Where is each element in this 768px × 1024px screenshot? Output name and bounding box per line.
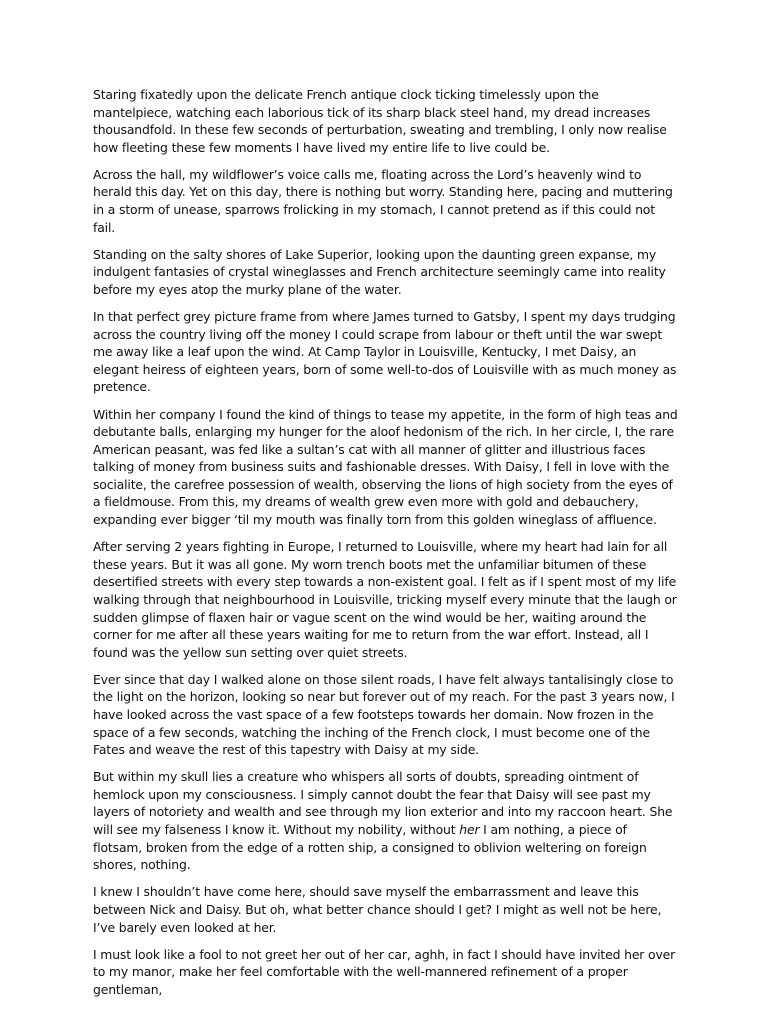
paragraph: Across the hall, my wildflower’s voice calls me, floating across the Lord’s heavenly wind to herald this day. Yet on this day, there is nothing but worry. Standing here, pacing and muttering in a storm of unease, sparrows frolicking in my stomach, I cannot pretend as if this could not fail. (93, 166, 673, 235)
paragraph-text: But within my skull lies a creature who whispers all sorts of doubts, spreading ointment of hemlock upon my consciousness. I simply cannot doubt the fear that Daisy will see past my layers of notoriety and wealth and see through my lion exterior and into my raccoon heart. She will see my falseness I know it. Without my nobility, without (93, 769, 673, 838)
document-body (93, 86, 679, 1008)
emphasized-word: her (459, 822, 480, 838)
paragraph: I must look like a fool to not greet her out of her car, aghh, in fact I should have invited her over to my manor, make her feel comfortable with the well-mannered refinement of a proper gentleman, (93, 946, 676, 997)
paragraph: Staring fixatedly upon the delicate French antique clock ticking timelessly upon the mantelpiece, watching each laborious tick of its sharp black steel hand, my dread increases thousandfold. In these few seconds of perturbation, sweating and trembling, I only now realise how fleeting these few moments I have lived my entire life to live could be. (93, 87, 667, 155)
paragraph: In that perfect grey picture frame from where James turned to Gatsby, I spent my days trudging across the country living off the money I could scrape from labour or theft until the war swept me away like a leaf upon the wind. At Camp Taylor in Louisville, Kentucky, I met Daisy, an elegant heiress of eighteen years, born of some well-to-dos of Louisville with as much money as pretence. (93, 309, 677, 395)
paragraph: Ever since that day I walked alone on those silent roads, I have felt always tantalisingly close to the light on the horizon, looking so near but forever out of my reach. For the past 3 years now, I have looked across the vast space of a few footsteps towards her domain. Now frozen in the space of a few seconds, watching the inching of the French clock, I must become one of the Fates and weave the rest of this tapestry with Daisy at my side. (93, 671, 675, 758)
paragraph: Standing on the salty shores of Lake Superior, looking upon the daunting green expanse, my indulgent fantasies of crystal wineglasses and French architecture seemingly came into reality before my eyes atop the murky plane of the water. (93, 246, 666, 297)
paragraph-text: I am nothing, a piece of flotsam, broken from the edge of a rotten ship, a consigned to oblivion weltering on foreign shores, nothing. (93, 822, 647, 873)
paragraph: After serving 2 years fighting in Europe, I returned to Louisville, where my heart had lain for all these years. But it was all gone. My worn trench boots met the unfamiliar bitumen of these desertified streets with every step towards a non-existent goal. I felt as if I spent most of my life walking through that neighbourhood in Louisville, tricking myself every minute that the laugh or sudden glimpse of flaxen hair or vague scent on the wind would be her, waiting around the corner for me after all these years waiting for me to return from the war effort. Instead, all I found was the yellow sun setting over quiet streets. (93, 539, 677, 660)
paragraph: I knew I shouldn’t have come here, should save myself the embarrassment and leave this between Nick and Daisy. But oh, what better chance should I get? I might as well not be here, I’ve barely even looked at her. (93, 884, 662, 935)
paragraph: Within her company I found the kind of things to tease my appetite, in the form of high teas and debutante balls, enlarging my hunger for the aloof hedonism of the rich. In her circle, I, the rare American peasant, was fed like a sultan’s cat with all manner of glitter and illustrious faces talking of money from business suits and fashionable dresses. With Daisy, I fell in love with the socialite, the carefree possession of wealth, observing the lions of high society from the eyes of a fieldmouse. From this, my dreams of wealth grew even more with gold and debauchery, expanding ever bigger ‘til my mouth was finally torn from this golden wineglass of affluence. (93, 406, 678, 528)
paragraph (93, 768, 679, 874)
